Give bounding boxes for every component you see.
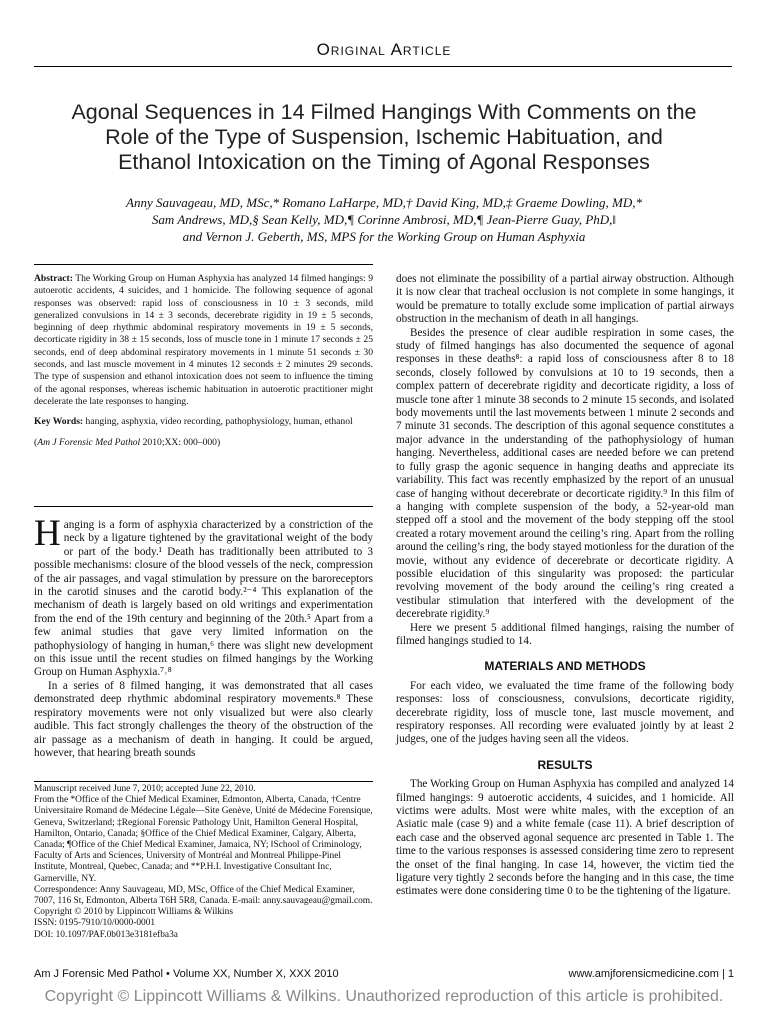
author-list bbox=[20, 194, 748, 245]
body-paragraph: Here we present 5 additional filmed hangings, raising the number of filmed hangings studied to 14. bbox=[396, 621, 734, 647]
left-column bbox=[34, 513, 373, 760]
body-paragraph: does not eliminate the possibility of a partial airway obstruction. Although it is now clear that tracheal occlusion is not complete in some hangings, it would be premature to totally exclude some implication of partial airways obstruction in the mechanism of death in all hangings. bbox=[396, 273, 734, 326]
keywords-label: Key Words: bbox=[34, 416, 84, 428]
intro-text: anging is a form of asphyxia characterized by a constriction of the neck by a ligature tightened by the gravitational weight of the body or part of the body.¹ Death has traditionally been attributed to 3 possible mechanisms: closure of the blood vessels of the neck, compression of the air passages, and vagal stimulation by pressure on the baroreceptors in the carotid sinuses and the carotid body.²⁻⁴ This explanation of the mechanism of death is largely based on old writings and experimentation from the end of the 19th century and beginning of the 20th.⁵ Apart from a few animal studies that gave very limited information on the pathophysiology of hanging in human,⁶ there was slight new development on this issue until the recent studies on filmed hangings by the Working Group on Human Asphyxia.⁷˒⁸ bbox=[34, 519, 373, 679]
footnote-correspondence: Correspondence: Anny Sauvageau, MD, MSc, Office of the Chief Medical Examiner, 7007, 116 St, Edmonton, Alberta T6H 5R8, Canada. E-mail: anny.sauvageau@gmail.com. bbox=[34, 884, 373, 907]
footnote-copyright: Copyright © 2010 by Lippincott Williams & Wilkins bbox=[34, 907, 233, 918]
footnotes bbox=[34, 781, 373, 941]
title-line: Ethanol Intoxication on the Timing of Agonal Responses bbox=[118, 150, 650, 174]
title-line: Role of the Type of Suspension, Ischemic Habituation, and bbox=[105, 125, 663, 149]
abstract-box bbox=[34, 264, 373, 507]
methods-heading: MATERIALS AND METHODS bbox=[484, 659, 646, 674]
title-line: Agonal Sequences in 14 Filmed Hangings With Comments on the bbox=[71, 100, 697, 124]
copyright-banner: Copyright © Lippincott Williams & Wilkins. Unauthorized reproduction of this article is prohibited. bbox=[44, 988, 724, 1005]
footnote-received: Manuscript received June 7, 2010; accepted June 22, 2010. bbox=[34, 784, 256, 794]
results-heading: RESULTS bbox=[537, 757, 593, 772]
drop-cap: H bbox=[34, 513, 61, 554]
article-title bbox=[20, 100, 748, 175]
abstract-paragraph bbox=[34, 273, 373, 408]
footnote-doi: DOI: 10.1097/PAF.0b013e3181efba3a bbox=[34, 929, 178, 940]
intro-paragraph bbox=[34, 513, 373, 680]
right-column bbox=[396, 273, 734, 899]
section-header: Original Article bbox=[316, 40, 452, 59]
header-rule bbox=[34, 66, 732, 67]
body-paragraph: In a series of 8 filmed hanging, it was demonstrated that all cases demonstrated deep rhythmic abdominal respiratory movements.⁸ These respiratory movements were not only visualized but were also clearly audible. This fact strongly challenges the theory of the obstruction of the air passage as a mechanism of death in hanging. It could be argued, however, that hearing breath sounds bbox=[34, 679, 373, 759]
methods-paragraph: For each video, we evaluated the time frame of the following body responses: loss of consciousness, convulsions, decorticate rigidity, decerebrate rigidity, loss of muscle tone, last muscle movement, and respiratory responses. All recording were evaluated jointly by at least 2 judges, one of the judges having seen all the videos. bbox=[396, 679, 734, 746]
journal-citation: Am J Forensic Med Pathol • Volume XX, Number X, XXX 2010 bbox=[34, 968, 339, 980]
author-line: and Vernon J. Geberth, MS, MPS for the Working Group on Human Asphyxia bbox=[182, 229, 586, 244]
body-paragraph: Besides the presence of clear audible respiration in some cases, the study of filmed hangings has also documented the sequence of agonal responses in these deaths⁸: a rapid loss of consciousness after 8 to 18 seconds, closely followed by convulsions at 10 to 19 seconds, then a complex pattern of decerebrate rigidity and decorticate rigidity, a loss of muscle tone after 1 minute 38 seconds to 2 minute 15 seconds, and isolated body movements until the last movements between 1 minute 2 seconds and 7 minute 31 seconds. The description of this agonal sequence constitutes a major advance in the understanding of the pathophysiology of human hanging. Nevertheless, additional cases are needed before we can pretend to fully grasp the agonic sequence in hanging deaths and appreciate its variability. This fact was recently emphasized by the report of an unusual case of hanging without decerebrate or decorticate rigidity.⁹ In this film of a hanging with complete suspension of the body, a 52-year-old man stepped off a stool and the movement of the body stepping off the stool created a rotary movement around the ceiling’s ring. Apart from the rolling around the ceiling’s ring, the body stayed motionless for the duration of the movie, without any evidence of decerebrate or decorticate rigidity. A possible elucidation of this singularity was proposed: the particular revolving movement of the body around the ceiling’s ring created a vestibular stimulation that interfered with the development of the decerebrate rigidity.⁹ bbox=[396, 326, 734, 621]
abstract-label: Abstract: bbox=[34, 273, 73, 284]
citation-journal: Am J Forensic Med Pathol bbox=[37, 436, 141, 448]
journal-url-page: www.amjforensicmedicine.com | 1 bbox=[568, 968, 734, 980]
abstract-text: The Working Group on Human Asphyxia has analyzed 14 filmed hangings: 9 autoerotic accidents, 4 suicides, and 1 homicide. The following sequence of agonal responses was observed: rapid loss of consciousness in 10 ± 3 seconds, mild generalized convulsions in 14 ± 3 seconds, decerebrate rigidity in 19 ± 5 seconds, beginning of deep rhythmic abdominal respiratory movements in 19 ± 5 seconds, decorticate rigidity in 38 ± 15 seconds, loss of muscle tone in 1 minute 17 seconds ± 25 seconds, end of deep abdominal respiratory movements in 1 minute 51 seconds ± 30 seconds, and last muscle movement in 4 minutes 12 seconds ± 2 minutes 29 seconds. The type of suspension and ethanol intoxication does not seem to influence the timing of the agonal responses, whereas ischemic habituation in autoerotic practitioner might decelerate the late responses to hanging. bbox=[34, 273, 373, 407]
author-line: Sam Andrews, MD,§ Sean Kelly, MD,¶ Corinne Ambrosi, MD,¶ Jean-Pierre Guay, PhD,‖ bbox=[151, 212, 617, 227]
footnote-issn: ISSN: 0195-7910/10/0000-0001 bbox=[34, 918, 156, 929]
author-line: Anny Sauvageau, MD, MSc,* Romano LaHarpe, MD,† David King, MD,‡ Graeme Dowling, MD,* bbox=[126, 195, 642, 210]
keywords-text: hanging, asphyxia, video recording, pathophysiology, human, ethanol bbox=[85, 416, 353, 428]
citation-rest: 2010;XX: 000–000) bbox=[142, 436, 221, 448]
citation: (Am J Forensic Med Pathol 2010;XX: 000–000) bbox=[34, 436, 221, 448]
footnote-affiliations: From the *Office of the Chief Medical Examiner, Edmonton, Alberta, Canada, †Centre Universitaire Romand de Médecine Légale—Site Genève, Unité de Médecine Forensique, Geneva, Switzerland; ‡Regional Forensic Pathology Unit, Hamilton General Hospital, Hamilton, Ontario, Canada; §Office of the Chief Medical Examiner, Calgary, Alberta, Canada; ¶Office of the Chief Medical Examiner, Jamaica, NY; ‖School of Criminology, Faculty of Arts and Sciences, University of Montréal and Montreal Philippe-Pinel Institute, Montreal, Quebec, Canada; and **P.H.I. Investigative Consultant Inc, Garnerville, NY. bbox=[34, 795, 373, 884]
results-paragraph: The Working Group on Human Asphyxia has compiled and analyzed 14 filmed hangings: 9 autoerotic accidents, 4 suicides, and 1 homicide. All victims were adults. Most were white males, with the exception of an Asiatic male (case 9) and a white female (case 11). A brief description of each case and the observed agonal sequence arc presented in Table 1. The time to the various responses is assessed considering time zero to represent the onset of the final hanging. In case 14, however, the victim tied the ligature very tightly 2 seconds before the hanging and in this case, the time estimates were done considering time 0 to be the tightening of the ligature. bbox=[396, 778, 734, 898]
keywords-paragraph bbox=[34, 416, 373, 428]
